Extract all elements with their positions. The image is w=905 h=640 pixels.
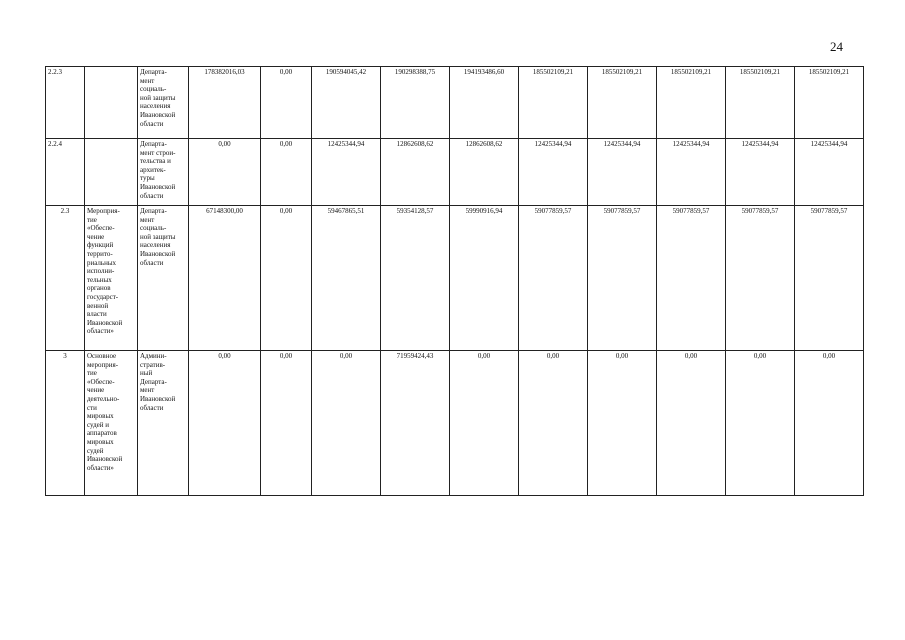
table-row — [46, 67, 864, 139]
row-executor-line: Департа- — [140, 377, 167, 386]
row-value-cell: 59077859,57 — [726, 206, 795, 351]
row-value-cell: 0,00 — [795, 351, 864, 496]
row-value-cell: 0,00 — [189, 351, 261, 496]
row-value-cell: 12425344,94 — [312, 139, 381, 206]
budget-table — [45, 66, 864, 496]
row-name-line: сти — [87, 403, 97, 412]
row-executor-line: стратив- — [140, 360, 166, 369]
row-executor-line: Ивановской — [140, 249, 176, 258]
row-executor-line: Департа- — [140, 140, 167, 148]
row-executor-line: области — [140, 119, 164, 128]
row-executor-cell — [138, 351, 189, 496]
row-value-cell: 0,00 — [189, 139, 261, 206]
row-name-line: области» — [87, 463, 114, 472]
row-value-cell: 185502109,21 — [726, 67, 795, 139]
row-value-cell: 190594045,42 — [312, 67, 381, 139]
row-value-cell: 0,00 — [657, 351, 726, 496]
row-executor-line: мент — [140, 386, 155, 395]
table-row — [46, 139, 864, 206]
row-executor-line: населения — [140, 102, 171, 111]
row-name-line: функций — [87, 241, 114, 250]
row-name-line: Ивановской — [87, 455, 123, 464]
row-executor-line: архитек- — [140, 165, 166, 174]
row-value-cell: 178382016,03 — [189, 67, 261, 139]
row-value-cell: 0,00 — [450, 351, 519, 496]
row-name-line: судей — [87, 446, 104, 455]
row-name-line: «Обеспе- — [87, 377, 115, 386]
row-name-line: судей и — [87, 420, 109, 429]
table-row — [46, 351, 864, 496]
row-name-line: мировых — [87, 412, 114, 421]
row-value-cell: 12862608,62 — [381, 139, 450, 206]
row-executor-cell — [138, 67, 189, 139]
row-value-cell: 12425344,94 — [588, 139, 657, 206]
row-value-cell: 59354128,57 — [381, 206, 450, 351]
row-value-cell: 59077859,57 — [795, 206, 864, 351]
row-executor-line: Ивановской — [140, 394, 176, 403]
row-code-cell: 3 — [46, 351, 85, 496]
row-name-line: Основное — [87, 352, 117, 360]
row-executor-line: области — [140, 258, 164, 267]
row-value-cell: 12425344,94 — [519, 139, 588, 206]
row-value-cell: 0,00 — [261, 67, 312, 139]
row-name-cell — [85, 139, 138, 206]
row-name-line: чение — [87, 232, 105, 241]
row-name-line: риальных — [87, 258, 117, 267]
row-code-cell: 2.2.4 — [46, 139, 85, 206]
row-executor-line: социаль- — [140, 85, 167, 94]
page-number: 24 — [830, 39, 843, 54]
row-name-line: исполни- — [87, 267, 115, 276]
row-name-line: тие — [87, 215, 97, 224]
row-value-cell: 12862608,62 — [450, 139, 519, 206]
row-value-cell: 0,00 — [261, 206, 312, 351]
row-value-cell: 67148300,00 — [189, 206, 261, 351]
row-value-cell: 59077859,57 — [588, 206, 657, 351]
row-code-cell: 2.2.3 — [46, 67, 85, 139]
row-name-line: Ивановской — [87, 318, 123, 327]
row-value-cell: 185502109,21 — [519, 67, 588, 139]
row-value-cell: 0,00 — [726, 351, 795, 496]
row-name-line: области» — [87, 327, 114, 336]
row-value-cell: 12425344,94 — [795, 139, 864, 206]
row-executor-line: Департа- — [140, 207, 167, 215]
row-name-line: органов — [87, 284, 111, 293]
row-name-line: тельных — [87, 275, 112, 284]
row-name-line: венной — [87, 301, 109, 310]
row-executor-line: Ивановской — [140, 110, 176, 119]
row-value-cell: 185502109,21 — [657, 67, 726, 139]
row-executor-line: мент — [140, 76, 155, 85]
row-name-cell — [85, 206, 138, 351]
row-executor-line: мент строи- — [140, 148, 176, 157]
row-executor-line: области — [140, 191, 164, 200]
row-name-line: аппаратов — [87, 429, 117, 438]
row-value-cell: 190298388,75 — [381, 67, 450, 139]
row-value-cell: 12425344,94 — [726, 139, 795, 206]
row-value-cell: 185502109,21 — [795, 67, 864, 139]
row-value-cell: 185502109,21 — [588, 67, 657, 139]
row-value-cell: 59077859,57 — [519, 206, 588, 351]
row-executor-line: населения — [140, 241, 171, 250]
row-value-cell: 194193486,60 — [450, 67, 519, 139]
row-executor-line: Департа- — [140, 68, 167, 76]
row-executor-line: ной защиты — [140, 232, 176, 241]
row-name-line: «Обеспе- — [87, 224, 115, 233]
row-name-line: деятельно- — [87, 394, 120, 403]
row-value-cell: 0,00 — [588, 351, 657, 496]
row-name-line: мировых — [87, 437, 114, 446]
row-executor-line: области — [140, 403, 164, 412]
row-value-cell: 12425344,94 — [657, 139, 726, 206]
row-executor-line: тельства и — [140, 157, 171, 166]
row-executor-line: туры — [140, 174, 155, 183]
row-executor-line: ный — [140, 369, 153, 378]
row-value-cell: 0,00 — [261, 139, 312, 206]
row-value-cell: 0,00 — [519, 351, 588, 496]
row-executor-line: мент — [140, 215, 155, 224]
row-value-cell: 71959424,43 — [381, 351, 450, 496]
row-name-cell — [85, 67, 138, 139]
row-executor-line: Админи- — [140, 352, 167, 360]
row-name-line: мероприя- — [87, 360, 119, 369]
row-name-cell — [85, 351, 138, 496]
row-name-line: чение — [87, 386, 105, 395]
row-name-line: государст- — [87, 292, 119, 301]
row-name-line: Мероприя- — [87, 207, 120, 215]
row-executor-line: социаль- — [140, 224, 167, 233]
table-row — [46, 206, 864, 351]
row-name-line: власти — [87, 310, 107, 319]
row-executor-cell — [138, 206, 189, 351]
row-name-line: террито- — [87, 249, 113, 258]
row-executor-line: Ивановской — [140, 182, 176, 191]
table-body — [46, 67, 864, 496]
row-value-cell: 59467865,51 — [312, 206, 381, 351]
row-value-cell: 0,00 — [312, 351, 381, 496]
row-executor-cell — [138, 139, 189, 206]
row-value-cell: 59077859,57 — [657, 206, 726, 351]
row-name-line: тие — [87, 369, 97, 378]
row-value-cell: 0,00 — [261, 351, 312, 496]
row-executor-line: ной защиты — [140, 93, 176, 102]
row-value-cell: 59990916,94 — [450, 206, 519, 351]
row-code-cell: 2.3 — [46, 206, 85, 351]
